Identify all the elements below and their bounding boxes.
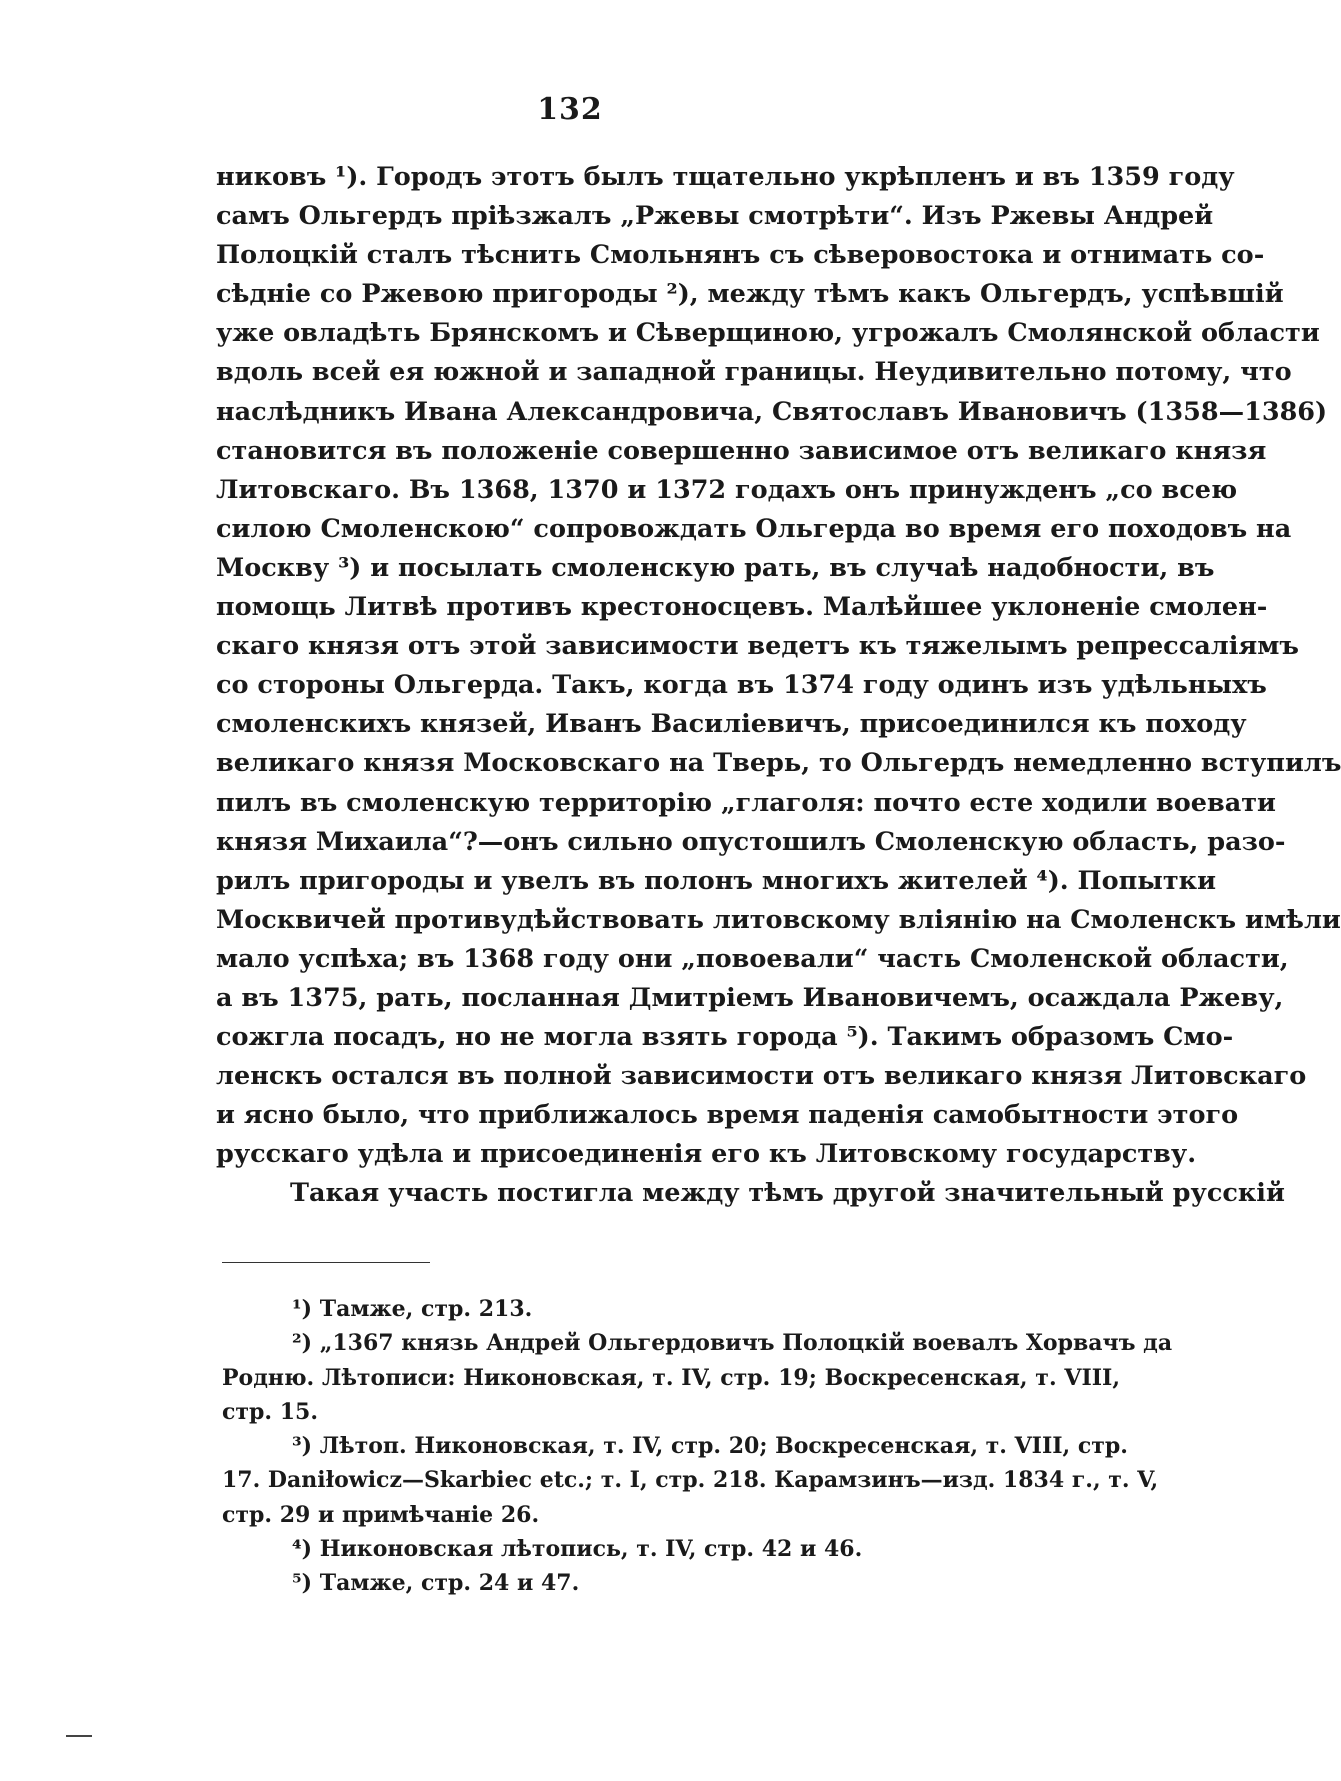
body-line: вдоль всей ея южной и западной границы. Неудивительно потому, что: [216, 357, 1292, 388]
body-text: [216, 158, 1341, 1214]
body-line: рилъ пригороды и увелъ въ полонъ многихъ жителей ⁴). Попытки: [216, 865, 1216, 896]
body-line: помощь Литвѣ противъ крестоносцевъ. Малѣйшее уклоненiе смолен-: [216, 592, 1268, 623]
body-line: сѣднiе со Ржевою пригороды ²), между тѣмъ какъ Ольгердъ, успѣвшiй: [216, 279, 1284, 310]
body-line: Литовскаго. Въ 1368, 1370 и 1372 годахъ онъ принужденъ „со всею: [216, 474, 1238, 505]
body-line: уже овладѣть Брянскомъ и Сѣверщиною, угрожалъ Смолянской области: [216, 318, 1320, 349]
footnote-line: ⁴) Никоновская лѣтопись, т. IV, стр. 42 и 46.: [292, 1536, 863, 1563]
footnote-line: ¹) Тамже, стр. 213.: [292, 1296, 533, 1322]
footnote-line: стр. 29 и примѣчанiе 26.: [222, 1501, 540, 1528]
body-line: князя Михаила“?—онъ сильно опустошилъ Смоленскую область, разо-: [216, 826, 1286, 857]
body-line: никовъ ¹). Городъ этотъ былъ тщательно укрѣпленъ и въ 1359 году: [216, 162, 1235, 192]
body-line: силою Смоленскою“ сопровождать Ольгерда во время его походовъ на: [216, 513, 1292, 544]
body-line: Такая участь постигла между тѣмъ другой значительный русскiй: [290, 1178, 1285, 1209]
body-line: русскаго удѣла и присоединенiя его къ Литовскому государству.: [216, 1139, 1197, 1170]
footnote-line: ⁵) Тамже, стр. 24 и 47.: [292, 1570, 580, 1597]
body-line: а въ 1375, рать, посланная Дмитрiемъ Ивановичемъ, осаждала Ржеву,: [216, 982, 1284, 1013]
footnote-line: ²) „1367 князь Андрей Ольгердовичъ Полоцкiй воевалъ Хорвачъ да: [292, 1330, 1173, 1357]
body-line: Полоцкiй сталъ тѣснить Смольнянъ съ сѣверовостока и отнимать со-: [216, 240, 1265, 271]
body-line: пилъ въ смоленскую территорiю „глаголя: почто есте ходили воевати: [216, 787, 1276, 818]
body-line: ленскъ остался въ полной зависимости отъ великаго князя Литовскаго: [216, 1061, 1307, 1092]
body-line: скаго князя отъ этой зависимости ведетъ къ тяжелымъ репрессалiямъ: [216, 631, 1299, 662]
footnote-line: стр. 15.: [222, 1398, 319, 1425]
margin-mark: [66, 1735, 92, 1737]
footnotes: [222, 1292, 1173, 1601]
body-line: смоленскихъ князей, Иванъ Василiевичъ, присоединился къ походу: [216, 709, 1247, 740]
footnote-line: 17. Daniłowicz—Skarbiec etc.; т. I, стр. 218. Карамзинъ—изд. 1834 г., т. V,: [222, 1467, 1159, 1494]
footnote-divider: [222, 1262, 430, 1263]
body-line: и ясно было, что приближалось время паденiя самобытности этого: [216, 1100, 1239, 1131]
body-line: мало успѣха; въ 1368 году они „повоевали“ часть Смоленской области,: [216, 943, 1289, 974]
body-line: становится въ положенiе совершенно зависимое отъ великаго князя: [216, 435, 1267, 466]
footnote-line: ³) Лѣтоп. Никоновская, т. IV, стр. 20; Воскресенская, т. VIII, стр.: [292, 1433, 1128, 1460]
body-line: Москвичей противудѣйствовать литовскому влiянiю на Смоленскъ имѣли: [216, 904, 1341, 935]
body-line: со стороны Ольгерда. Такъ, когда въ 1374 году одинъ изъ удѣльныхъ: [216, 670, 1267, 701]
body-line: сожгла посадъ, но не могла взять города ⁵). Такимъ образомъ Смо-: [216, 1022, 1234, 1053]
body-line: великаго князя Московскаго на Тверь, то Ольгердъ немедленно вступилъ: [216, 748, 1341, 779]
body-line: наслѣдникъ Ивана Александровича, Святославъ Ивановичъ (1358—1386): [216, 396, 1328, 427]
body-line: Москву ³) и посылать смоленскую рать, въ случаѣ надобности, въ: [216, 552, 1215, 583]
page-number: 132: [537, 92, 603, 127]
body-line: самъ Ольгердъ прiѣзжалъ „Ржевы смотрѣти“. Изъ Ржевы Андрей: [216, 201, 1214, 232]
footnote-line: Родню. Лѣтописи: Никоновская, т. IV, стр. 19; Воскресенская, т. VIII,: [222, 1364, 1120, 1391]
